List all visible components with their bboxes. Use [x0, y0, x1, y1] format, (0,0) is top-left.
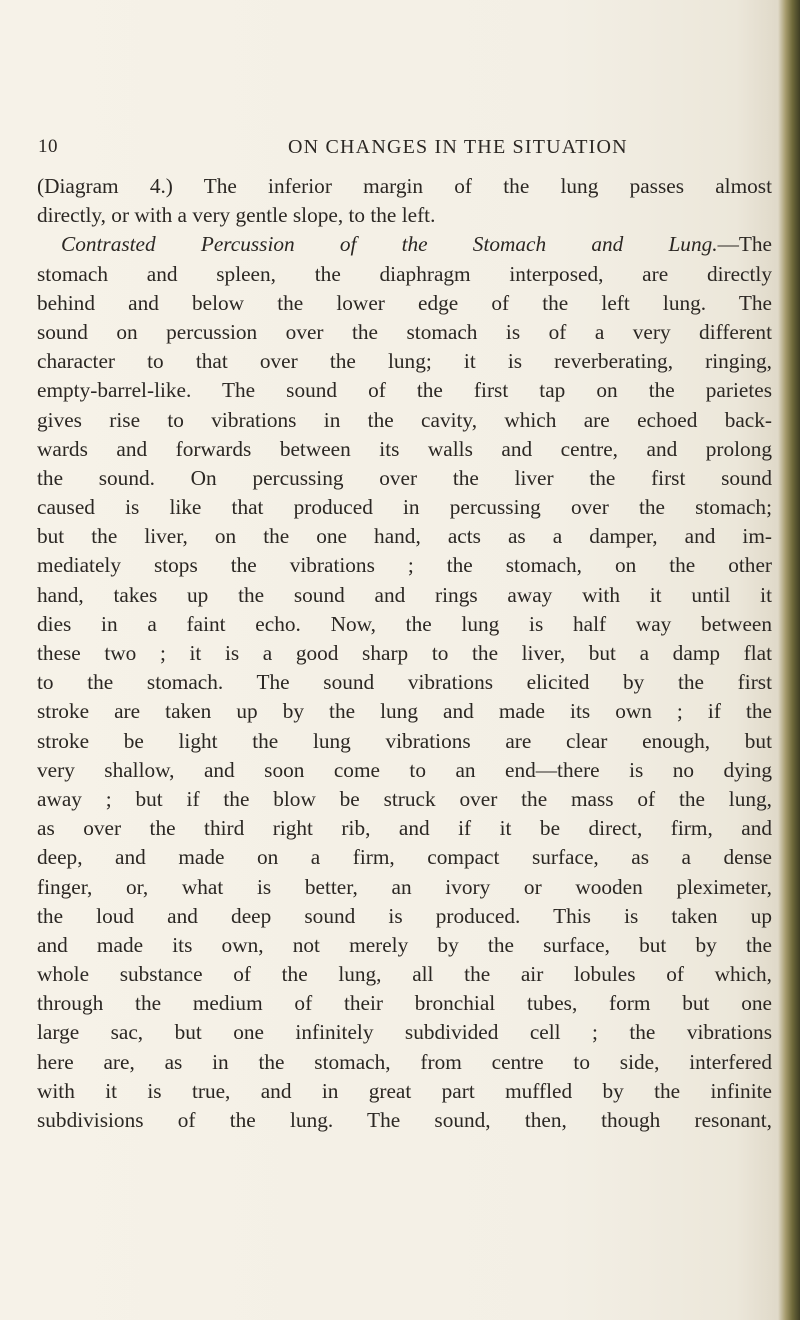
text-line-26: the loud and deep sound is produced. This is taken up	[37, 903, 772, 928]
text-line-2: directly, or with a very gentle slope, to the left.	[37, 203, 436, 228]
text-line-8: empty-barrel-like. The sound of the first tap on the parietes	[37, 378, 772, 403]
text-line-10: wards and forwards between its walls and centre, and prolong	[37, 436, 772, 461]
text-line-20: stroke be light the lung vibrations are clear enough, but	[37, 728, 772, 753]
text-line-16: dies in a faint echo. Now, the lung is half way between	[37, 611, 772, 636]
text-line-18: to the stomach. The sound vibrations elicited by the first	[37, 670, 772, 695]
text-line-31: here are, as in the stomach, from centre to side, interfered	[37, 1049, 772, 1074]
text-line-12: caused is like that produced in percussing over the stomach;	[37, 495, 772, 520]
text-line-7: character to that over the lung; it is reverberating, ringing,	[37, 349, 772, 374]
running-title: ON CHANGES IN THE SITUATION	[288, 136, 628, 158]
text-line-28: whole substance of the lung, all the air lobules of which,	[37, 962, 772, 987]
page-number: 10	[38, 136, 58, 157]
text-line-14: mediately stops the vibrations ; the stomach, on the other	[37, 553, 772, 578]
section-heading-dash: —The	[717, 232, 772, 257]
text-line-6: sound on percussion over the stomach is of a very different	[37, 319, 772, 344]
page-edge-shadow	[778, 0, 800, 1320]
body-text	[37, 172, 772, 1135]
text-line-5: behind and below the lower edge of the left lung. The	[37, 290, 772, 315]
text-line-19: stroke are taken up by the lung and made its own ; if the	[37, 699, 772, 724]
text-line-24: deep, and made on a firm, compact surface, as a dense	[37, 845, 772, 870]
text-line-32: with it is true, and in great part muffled by the infinite	[37, 1078, 772, 1103]
text-line-30: large sac, but one infinitely subdivided cell ; the vibrations	[37, 1020, 772, 1045]
section-heading-line	[37, 230, 772, 259]
text-line-11: the sound. On percussing over the liver the first sound	[37, 465, 772, 490]
text-line-1: (Diagram 4.) The inferior margin of the lung passes almost	[37, 174, 772, 198]
text-line-29: through the medium of their bronchial tubes, form but one	[37, 991, 772, 1016]
text-line-21: very shallow, and soon come to an end—there is no dying	[37, 757, 772, 782]
text-line-4: stomach and spleen, the diaphragm interposed, are directly	[37, 261, 772, 286]
running-head	[38, 136, 778, 166]
text-line-25: finger, or, what is better, an ivory or wooden pleximeter,	[37, 874, 772, 899]
text-line-27: and made its own, not merely by the surface, but by the	[37, 932, 772, 957]
text-line-22: away ; but if the blow be struck over the mass of the lung,	[37, 786, 772, 811]
text-line-9: gives rise to vibrations in the cavity, which are echoed back-	[37, 407, 772, 432]
text-line-33: subdivisions of the lung. The sound, then, though resonant,	[37, 1108, 772, 1132]
section-heading: Contrasted Percussion of the Stomach and Lung.	[61, 232, 718, 257]
text-line-17: these two ; it is a good sharp to the liver, but a damp flat	[37, 641, 772, 665]
text-line-15: hand, takes up the sound and rings away with it until it	[37, 582, 772, 607]
text-line-13: but the liver, on the one hand, acts as a damper, and im-	[37, 524, 772, 549]
text-line-23: as over the third right rib, and if it be direct, firm, and	[37, 816, 772, 841]
